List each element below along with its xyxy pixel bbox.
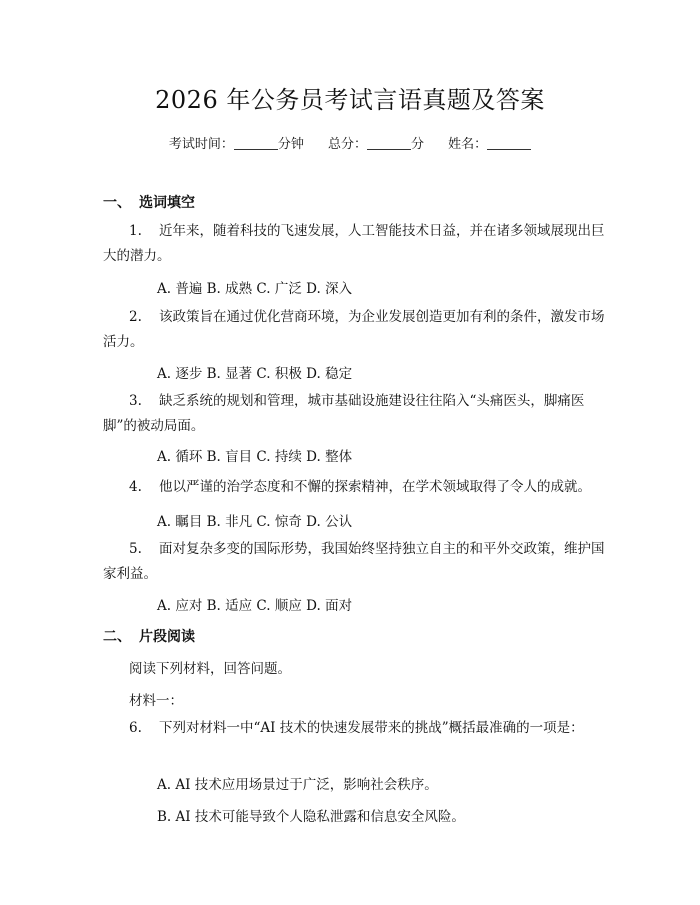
exam-meta xyxy=(0,133,700,152)
time-label: 考试时间： xyxy=(168,137,234,152)
score-blank xyxy=(367,137,411,150)
question-6-option-b: B. AI 技术可能导致个人隐私泄露和信息安全风险。 xyxy=(157,809,465,825)
question-2 xyxy=(103,305,608,355)
question-1-options: A. 普遍 B. 成熟 C. 广泛 D. 深入 xyxy=(157,281,353,297)
score-unit: 分 xyxy=(411,137,425,152)
question-text: 面对复杂多变的国际形势，我国始终坚持独立自主的和平外交政策，维护国家利益。 xyxy=(103,541,605,582)
section-number: 二、 xyxy=(103,629,131,645)
section-title: 片段阅读 xyxy=(139,629,195,645)
question-6-option-a: A. AI 技术应用场景过于广泛，影响社会秩序。 xyxy=(157,777,438,793)
question-5-options: A. 应对 B. 适应 C. 顺应 D. 面对 xyxy=(157,598,353,614)
question-4 xyxy=(103,475,608,500)
section-heading xyxy=(103,626,195,646)
question-3 xyxy=(103,389,608,439)
question-text: 该政策旨在通过优化营商环境，为企业发展创造更加有利的条件，激发市场活力。 xyxy=(103,309,605,350)
question-6 xyxy=(103,716,608,741)
question-number: 1. xyxy=(129,223,142,239)
section-heading xyxy=(103,192,195,212)
question-number: 5. xyxy=(129,541,142,557)
question-1 xyxy=(103,219,608,269)
question-3-options: A. 循环 B. 盲目 C. 持续 D. 整体 xyxy=(157,449,353,465)
question-4-options: A. 瞩目 B. 非凡 C. 惊奇 D. 公认 xyxy=(157,514,353,530)
question-2-options: A. 逐步 B. 显著 C. 积极 D. 稳定 xyxy=(157,366,353,382)
name-blank xyxy=(487,137,531,150)
score-field xyxy=(328,133,424,152)
reading-intro: 阅读下列材料，回答问题。 xyxy=(129,661,291,677)
question-text: 近年来，随着科技的飞速发展，人工智能技术日益，并在诸多领域展现出巨大的潜力。 xyxy=(103,223,605,264)
name-field xyxy=(448,133,531,152)
section-title: 选词填空 xyxy=(139,195,195,211)
score-label: 总分： xyxy=(327,137,367,152)
question-number: 6. xyxy=(129,720,142,736)
question-text: 缺乏系统的规划和管理，城市基础设施建设往往陷入“头痛医头，脚痛医脚”的被动局面。 xyxy=(103,393,585,434)
section-number: 一、 xyxy=(103,195,131,211)
question-number: 4. xyxy=(129,479,142,495)
question-5 xyxy=(103,537,608,587)
time-blank xyxy=(234,137,278,150)
reading-material-label: 材料一： xyxy=(129,693,183,709)
question-text: 他以严谨的治学态度和不懈的探索精神，在学术领域取得了令人的成就。 xyxy=(159,479,591,495)
question-number: 3. xyxy=(129,393,142,409)
page-title: 2026 年公务员考试言语真题及答案 xyxy=(155,86,545,114)
question-number: 2. xyxy=(129,309,142,325)
name-label: 姓名： xyxy=(448,137,488,152)
time-unit: 分钟 xyxy=(277,137,304,152)
question-text: 下列对材料一中“AI 技术的快速发展带来的挑战”概括最准确的一项是： xyxy=(159,720,584,736)
time-field xyxy=(169,133,304,152)
